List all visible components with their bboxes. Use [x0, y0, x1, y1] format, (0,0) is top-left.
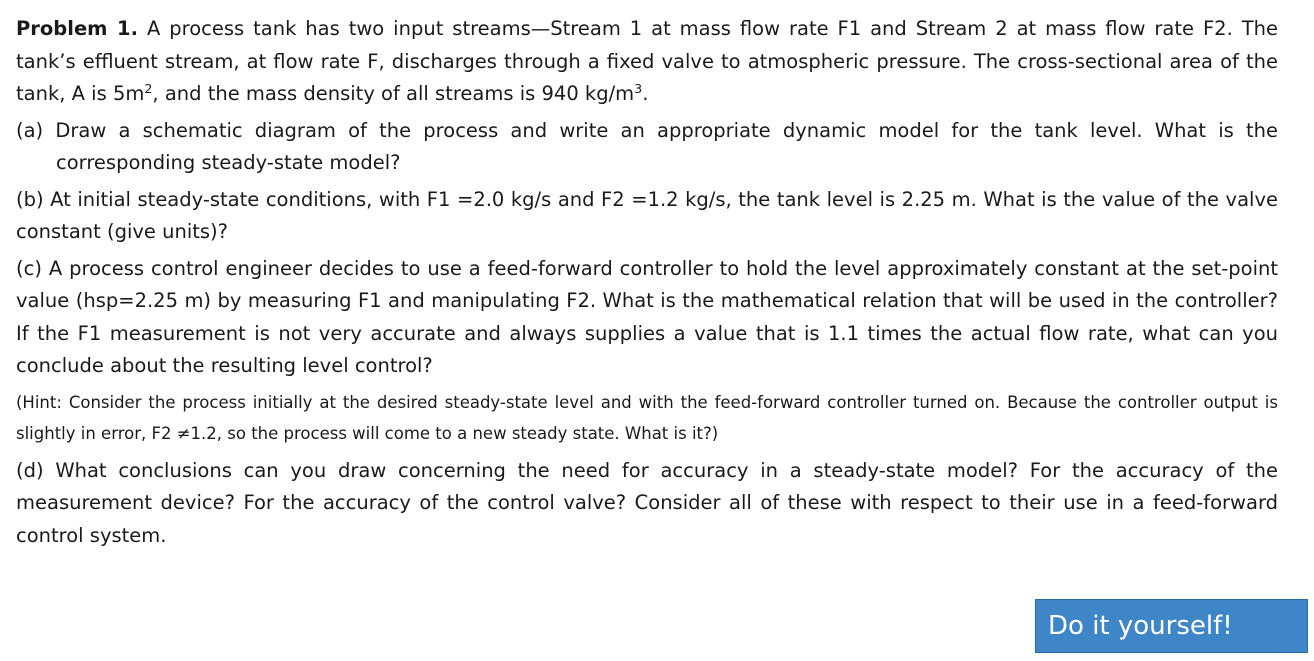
intro-superscript-area: 2	[144, 81, 153, 97]
problem-intro	[16, 13, 1278, 111]
intro-superscript-density: 3	[634, 81, 643, 97]
part-d: (d) What conclusions can you draw concerning the need for accuracy in a steady-state model? For the accuracy of the measurement device? For the accuracy of the control valve? Consider all of these with respect to their use in a feed-forward control system.	[16, 458, 1278, 547]
do-it-yourself-callout: Do it yourself!	[1035, 599, 1308, 653]
hint-note: (Hint: Consider the process initially at the desired steady-state level and with the feed-forward controller turned on. Because the controller output is slightly in error, F2 ≠1.2, so the process will come to a new steady state. What is it?)	[16, 392, 1278, 443]
problem-document	[16, 13, 1278, 556]
problem-heading: Problem 1.	[16, 17, 139, 40]
part-c: (c) A process control engineer decides to use a feed-forward controller to hold the level approximately constant at the set-point value (hsp=2.25 m) by measuring F1 and manipulating F2. What is the mathematical relation that will be used in the controller? If the F1 measurement is not very accurate and always supplies a value that is 1.1 times the actual flow rate, what can you conclude about the resulting level control?	[16, 256, 1278, 377]
intro-text-2: , and the mass density of all streams is 940 kg/m	[152, 82, 635, 105]
intro-text-1: A process tank has two input streams—Stream 1 at mass flow rate F1 and Stream 2 at mass flow rate F2. The tank’s effluent stream, at flow rate F, discharges through a fixed valve to atmospheric pressure. The cross-sectional area of the tank, A is 5m	[16, 17, 1278, 105]
part-a: (a) Draw a schematic diagram of the process and write an appropriate dynamic model for the tank level. What is the corresponding steady-state model?	[16, 118, 1278, 174]
intro-text-3: .	[642, 82, 649, 105]
part-b: (b) At initial steady-state conditions, with F1 =2.0 kg/s and F2 =1.2 kg/s, the tank level is 2.25 m. What is the value of the valve constant (give units)?	[16, 187, 1278, 243]
